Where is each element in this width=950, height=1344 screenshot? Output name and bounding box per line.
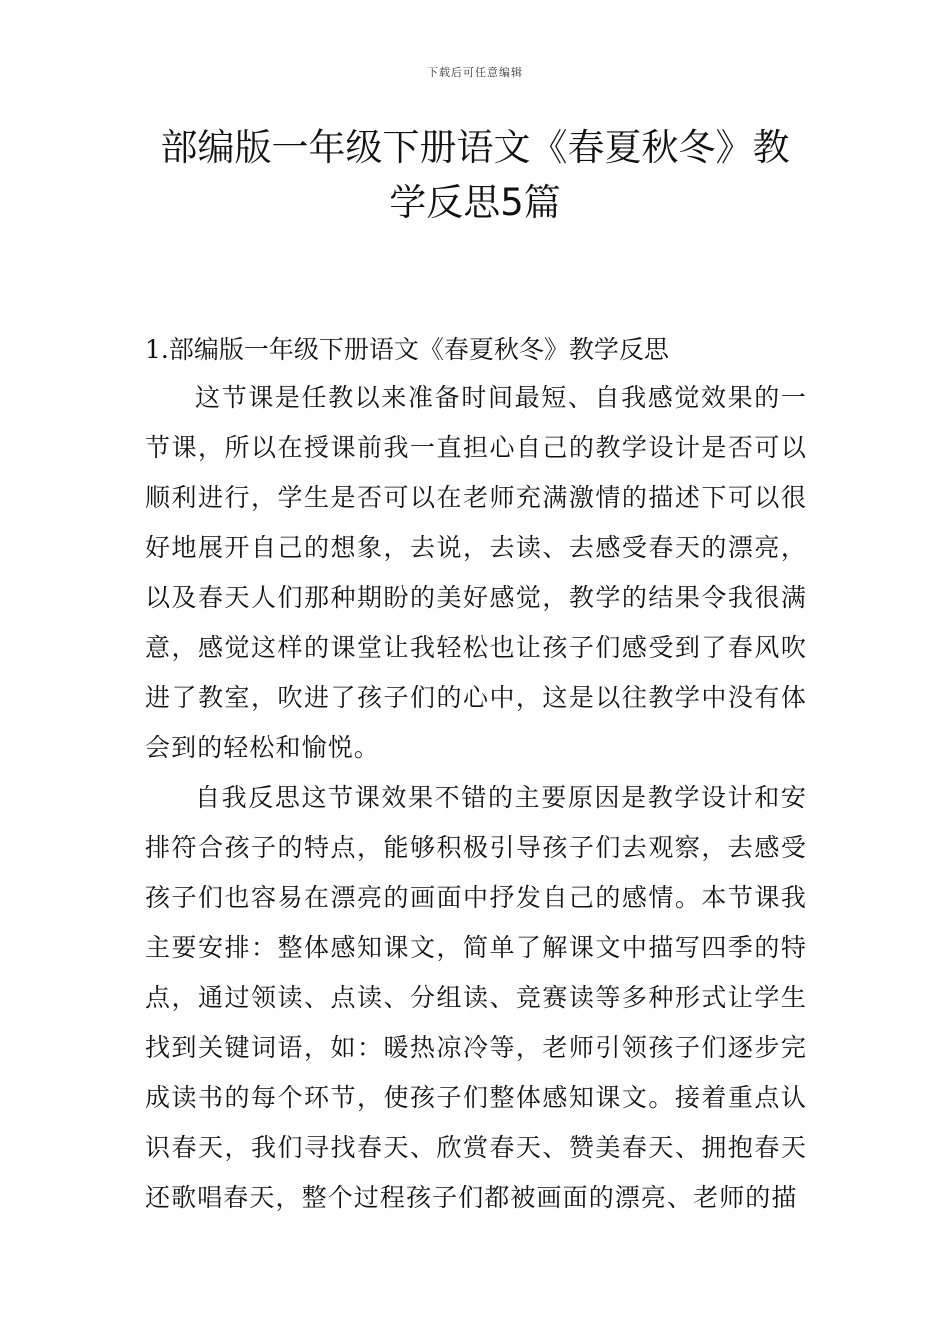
document-body [145,327,807,1223]
section-heading: 1.部编版一年级下册语文《春夏秋冬》教学反思 [145,335,669,364]
paragraph-1: 这节课是任教以来准备时间最短、自我感觉效果的一节课，所以在授课前我一直担心自己的教学设计是否可以顺利进行，学生是否可以在老师充满激情的描述下可以很好地展开自己的想象，去说，去读、去感受春天的漂亮，以及春天人们那种期盼的美好感觉，教学的结果令我很满意，感觉这样的课堂让我轻松也让孩子们感受到了春风吹进了教室，吹进了孩子们的心中，这是以往教学中没有体会到的轻松和愉悦。 [145,383,807,762]
document-title: 部编版一年级下册语文《春夏秋冬》教学反思5篇 [160,126,790,224]
paragraph-2: 自我反思这节课效果不错的主要原因是教学设计和安排符合孩子的特点，能够积极引导孩子们去观察，去感受孩子们也容易在漂亮的画面中抒发自己的感情。本节课我主要安排：整体感知课文，简单了解课文中描写四季的特点，通过领读、点读、分组读、竞赛读等多种形式让学生找到关键词语，如：暖热凉冷等，老师引领孩子们逐步完成读书的每个环节，使孩子们整体感知课文。接着重点认识春天，我们寻找春天、欣赏春天、赞美春天、拥抱春天还歌唱春天，整个过程孩子们都被画面的漂亮、老师的描 [145,783,807,1212]
download-editable-note: 下载后可任意编辑 [427,66,523,79]
